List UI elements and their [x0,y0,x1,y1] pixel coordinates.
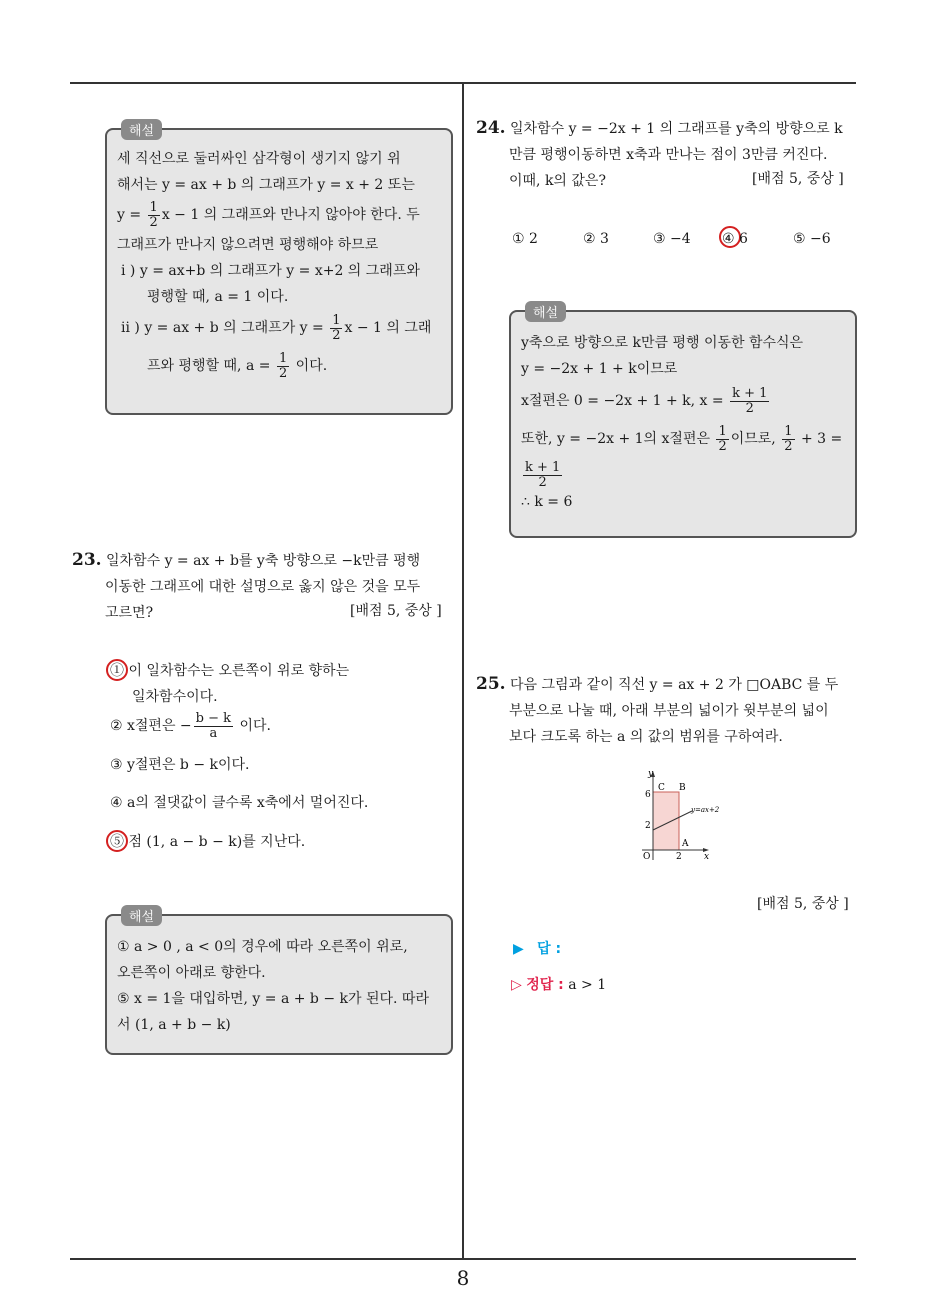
text-line: ii ) y = ax + b 의 그래프가 y = $\frac{1}{2}$ x − 1 의 그래 [121,312,432,343]
question-25 [476,671,860,750]
axis-label-y: y [648,769,654,779]
question-number: 23. [72,550,102,570]
text-line [521,458,847,492]
question-text: 보다 크도록 하는 a 의 값의 범위를 구하여라. [509,729,783,745]
text-line: 평행할 때, a = 1 이다. [147,289,289,305]
column-divider [462,84,464,1258]
text-line: ∴ k = 6 [521,494,573,510]
solution-box-24 [509,306,857,538]
bottom-rule [70,1258,856,1260]
solution-tag: 해설 [525,301,566,322]
text-line: ① a > 0 , a < 0의 경우에 따라 오른쪽이 위로, [117,939,408,955]
text-line: 오른쪽이 아래로 향한다. [117,965,266,981]
question-text: 부분으로 나눌 때, 아래 부분의 넓이가 윗부분의 넓이 [509,703,829,719]
question-text: 고르면? [105,605,154,621]
fraction: $\frac{1}{2}$ [784,423,793,454]
correct-answer-label: 정답 : [526,977,564,993]
text-line: y = −2x + 1 + k이므로 [521,361,678,377]
quadrilateral-figure [636,766,746,866]
text-line: y = $\frac{1}{2}$ x − 1 의 그래프와 만나지 않아야 한다. 두 [117,199,420,230]
line-label: y=ax+2 [691,806,720,814]
page-number: 8 [456,1266,470,1290]
text-line: 또한, y = −2x + 1의 x절편은 $\frac{1}{2}$ 이므로, $\frac{1}{2}$ + 3 = [521,423,843,454]
rectangle-oabc [653,792,679,850]
solution-box-22 [105,124,453,415]
text-line: 프와 평행할 때, a = $\frac{1}{2}$ 이다. [147,350,328,381]
fraction: $\frac{b - k}{a}$ [195,710,232,741]
score-meta: [배점 5, 중상 ] [350,603,442,619]
correct-answer-value: a > 1 [568,977,607,993]
tick-label-6: 6 [645,790,651,800]
fraction: $\frac{1}{2}$ [718,423,727,454]
fraction: $\frac{k + 1}{2}$ [732,385,768,416]
choice-2[interactable]: ② 3 [583,231,609,247]
text-line: x절편은 0 = −2x + 1 + k, x = $\frac{k + 1}{2}$ [521,385,768,416]
text-line: 그래프가 만나지 않으려면 평행해야 하므로 [117,237,379,253]
choice-5[interactable]: ⑤ −6 [793,231,831,247]
question-text: 일차함수 y = ax + b를 y축 방향으로 −k만큼 평행 [106,553,421,569]
choice-4[interactable]: ④ a의 절댓값이 클수록 x축에서 멀어진다. [110,795,369,811]
choice-3[interactable]: ③ −4 [653,231,691,247]
text-line: 세 직선으로 둘러싸인 삼각형이 생기지 않기 위 [117,151,401,167]
choice-1[interactable]: ① 이 일차함수는 오른쪽이 위로 향하는 [110,663,350,679]
text-line: y축으로 방향으로 k만큼 평행 이동한 함수식은 [521,335,804,351]
question-text: 이동한 그래프에 대한 설명으로 옳지 않은 것을 모두 [105,579,421,595]
question-text: 만큼 평행이동하면 x축과 만나는 점이 3만큼 커진다. [509,147,828,163]
solution-tag: 해설 [121,119,162,140]
choice-2[interactable]: ② x절편은 − $\frac{b - k}{a}$ 이다. [110,710,271,741]
tick-label-2y: 2 [645,821,651,831]
correct-answer [511,974,606,996]
choice-5[interactable]: ⑤ 점 (1, a − b − k)를 지난다. [110,834,306,850]
tick-label-2x: 2 [676,852,682,862]
fraction: $\frac{1}{2}$ [278,350,288,381]
choice-3[interactable]: ③ y절편은 b − k이다. [110,757,250,773]
solution-tag: 해설 [121,905,162,926]
score-meta: [배점 5, 중상 ] [757,896,849,912]
axis-label-x: x [704,852,710,862]
point-label-b: B [679,783,686,793]
choice-1-cont: 일차함수이다. [132,689,218,705]
answer-field[interactable] [513,938,561,960]
solution-body [117,934,443,1038]
text-line: 해서는 y = ax + b 의 그래프가 y = x + 2 또는 [117,177,415,193]
text-line: i ) y = ax+b 의 그래프가 y = x+2 의 그래프와 [121,263,420,279]
point-label-c: C [658,783,665,793]
solution-box-23 [105,910,453,1055]
play-arrow-icon: ▶ [513,941,524,957]
choice-4[interactable]: ④ 6 [722,231,748,247]
text-line: 서 (1, a + b − k) [117,1017,231,1033]
score-meta: [배점 5, 중상 ] [752,171,844,187]
origin-label: O [643,852,651,862]
answer-label: 답 : [537,941,562,957]
fraction: $\frac{k + 1}{2}$ [525,459,561,490]
question-text: 다음 그림과 같이 직선 y = ax + 2 가 □OABC 를 두 [510,677,839,693]
question-text: 일차함수 y = −2x + 1 의 그래프를 y축의 방향으로 k [510,121,843,137]
solution-body [117,146,443,386]
fraction: $\frac{1}{2}$ [332,312,341,343]
text-line: ⑤ x = 1을 대입하면, y = a + b − k가 된다. 따라 [117,991,429,1007]
question-number: 24. [476,118,506,138]
point-label-a: A [682,839,689,849]
outline-arrow-icon: ▷ [511,977,522,993]
solution-body [521,330,847,512]
choice-1[interactable]: ① 2 [512,231,538,247]
question-number: 25. [476,674,506,694]
fraction: $\frac{1}{2}$ [149,199,158,230]
question-text: 이때, k의 값은? [509,173,606,189]
